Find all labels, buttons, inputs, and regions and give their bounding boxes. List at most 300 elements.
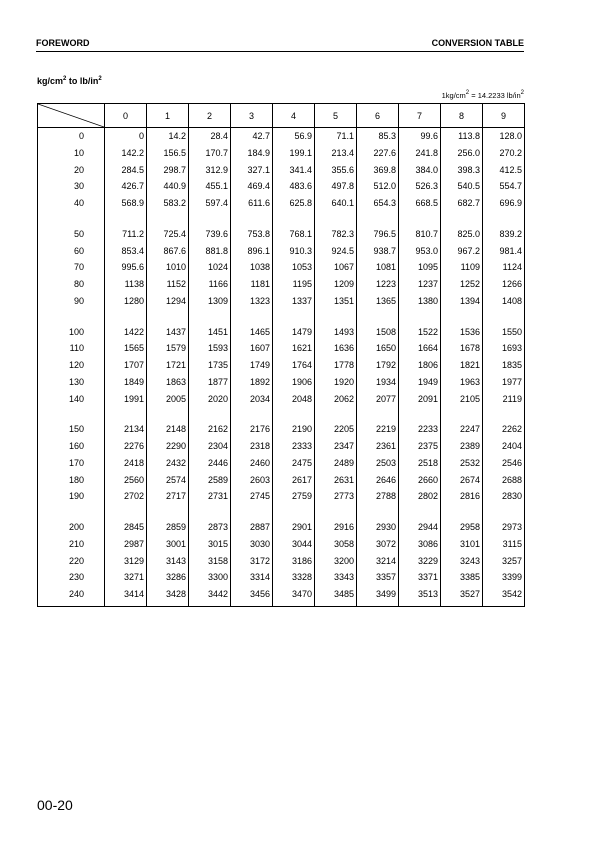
value-cell: 512.0 <box>357 178 399 195</box>
value-cell: 3286 <box>147 569 189 586</box>
spacer-cell <box>357 310 399 324</box>
diagonal-line <box>38 104 104 127</box>
value-cell: 3414 <box>105 586 147 607</box>
table-row <box>38 536 525 553</box>
value-cell: 2062 <box>315 391 357 408</box>
value-cell: 2745 <box>231 488 273 505</box>
value-cell: 1351 <box>315 293 357 310</box>
value-cell: 99.6 <box>399 128 441 145</box>
value-cell: 1963 <box>441 374 483 391</box>
value-cell: 2518 <box>399 455 441 472</box>
value-cell: 2688 <box>483 472 525 489</box>
value-cell: 654.3 <box>357 195 399 212</box>
spacer-cell <box>38 407 105 421</box>
value-cell: 526.3 <box>399 178 441 195</box>
value-cell: 227.6 <box>357 145 399 162</box>
row-label: 150 <box>68 424 84 435</box>
value-cell: 384.0 <box>399 162 441 179</box>
spacer-cell <box>315 505 357 519</box>
section-title: FOREWORD <box>36 38 90 48</box>
value-cell: 2773 <box>315 488 357 505</box>
value-cell: 3428 <box>147 586 189 607</box>
row-label: 50 <box>73 228 84 239</box>
column-header: 1 <box>147 104 189 128</box>
column-header: 5 <box>315 104 357 128</box>
value-cell: 1735 <box>189 357 231 374</box>
value-cell: 1707 <box>105 357 147 374</box>
value-cell: 3001 <box>147 536 189 553</box>
row-label: 180 <box>68 474 84 485</box>
value-cell: 3200 <box>315 553 357 570</box>
value-cell: 3143 <box>147 553 189 570</box>
table-body <box>38 128 525 607</box>
value-cell: 597.4 <box>189 195 231 212</box>
row-label: 140 <box>68 393 84 404</box>
row-label: 100 <box>68 326 84 337</box>
value-cell: 2290 <box>147 438 189 455</box>
column-header: 8 <box>441 104 483 128</box>
value-cell: 3485 <box>315 586 357 607</box>
value-cell: 2845 <box>105 519 147 536</box>
table-row <box>38 586 525 607</box>
value-cell: 2361 <box>357 438 399 455</box>
value-cell: 1166 <box>189 276 231 293</box>
value-cell: 3101 <box>441 536 483 553</box>
value-cell: 2134 <box>105 421 147 438</box>
value-cell: 753.8 <box>231 226 273 243</box>
row-label: 120 <box>68 360 84 370</box>
value-cell: 3186 <box>273 553 315 570</box>
value-cell: 1124 <box>483 259 525 276</box>
value-cell: 2987 <box>105 536 147 553</box>
column-header: 2 <box>189 104 231 128</box>
value-cell: 3229 <box>399 553 441 570</box>
factor-left: 1kg/cm <box>441 91 466 100</box>
value-cell: 2048 <box>273 391 315 408</box>
value-cell: 1892 <box>231 374 273 391</box>
value-cell: 3314 <box>231 569 273 586</box>
value-cell: 113.8 <box>441 128 483 145</box>
value-cell: 398.3 <box>441 162 483 179</box>
spacer-cell <box>273 310 315 324</box>
value-cell: 682.7 <box>441 195 483 212</box>
value-cell: 2148 <box>147 421 189 438</box>
spacer-cell <box>231 310 273 324</box>
value-cell: 1437 <box>147 324 189 341</box>
value-cell: 2190 <box>273 421 315 438</box>
value-cell: 2005 <box>147 391 189 408</box>
row-label-cell <box>38 519 105 536</box>
value-cell: 611.6 <box>231 195 273 212</box>
spacer-cell <box>38 310 105 324</box>
row-label-cell <box>38 145 105 162</box>
column-header: 9 <box>483 104 525 128</box>
value-cell: 1835 <box>483 357 525 374</box>
table-row <box>38 195 525 212</box>
value-cell: 568.9 <box>105 195 147 212</box>
value-cell: 170.7 <box>189 145 231 162</box>
value-cell: 2958 <box>441 519 483 536</box>
value-cell: 2617 <box>273 472 315 489</box>
value-cell: 3058 <box>315 536 357 553</box>
value-cell: 853.4 <box>105 243 147 260</box>
value-cell: 725.4 <box>147 226 189 243</box>
row-label-cell <box>38 569 105 586</box>
value-cell: 1465 <box>231 324 273 341</box>
value-cell: 440.9 <box>147 178 189 195</box>
value-cell: 2503 <box>357 455 399 472</box>
value-cell: 3030 <box>231 536 273 553</box>
value-cell: 2560 <box>105 472 147 489</box>
value-cell: 256.0 <box>441 145 483 162</box>
value-cell: 896.1 <box>231 243 273 260</box>
table-row <box>38 243 525 260</box>
group-spacer <box>38 505 525 519</box>
spacer-cell <box>273 505 315 519</box>
value-cell: 3385 <box>441 569 483 586</box>
value-cell: 483.6 <box>273 178 315 195</box>
value-cell: 2759 <box>273 488 315 505</box>
value-cell: 3015 <box>189 536 231 553</box>
spacer-cell <box>483 505 525 519</box>
value-cell: 355.6 <box>315 162 357 179</box>
spacer-cell <box>441 407 483 421</box>
table-row <box>38 162 525 179</box>
value-cell: 1721 <box>147 357 189 374</box>
value-cell: 2603 <box>231 472 273 489</box>
value-cell: 3115 <box>483 536 525 553</box>
value-cell: 2674 <box>441 472 483 489</box>
spacer-cell <box>357 212 399 226</box>
table-row <box>38 357 525 374</box>
title-unit-from: kg/cm <box>37 76 64 86</box>
value-cell: 2418 <box>105 455 147 472</box>
value-cell: 2034 <box>231 391 273 408</box>
value-cell: 1266 <box>483 276 525 293</box>
value-cell: 1067 <box>315 259 357 276</box>
value-cell: 1380 <box>399 293 441 310</box>
row-label: 130 <box>68 376 84 387</box>
row-label: 0 <box>78 131 84 141</box>
value-cell: 1607 <box>231 340 273 357</box>
value-cell: 1778 <box>315 357 357 374</box>
spacer-cell <box>105 310 147 324</box>
row-label-cell <box>38 438 105 455</box>
value-cell: 3086 <box>399 536 441 553</box>
table-row <box>38 276 525 293</box>
value-cell: 2475 <box>273 455 315 472</box>
row-label-cell <box>38 391 105 408</box>
value-cell: 2702 <box>105 488 147 505</box>
value-cell: 3072 <box>357 536 399 553</box>
page-header <box>36 38 524 52</box>
spacer-cell <box>189 212 231 226</box>
value-cell: 2589 <box>189 472 231 489</box>
value-cell: 2404 <box>483 438 525 455</box>
row-label-cell <box>38 243 105 260</box>
table-row <box>38 178 525 195</box>
row-label-cell <box>38 195 105 212</box>
value-cell: 839.2 <box>483 226 525 243</box>
value-cell: 2859 <box>147 519 189 536</box>
spacer-cell <box>315 407 357 421</box>
value-cell: 1877 <box>189 374 231 391</box>
value-cell: 42.7 <box>231 128 273 145</box>
value-cell: 924.5 <box>315 243 357 260</box>
value-cell: 3158 <box>189 553 231 570</box>
value-cell: 2788 <box>357 488 399 505</box>
column-header: 6 <box>357 104 399 128</box>
spacer-cell <box>273 407 315 421</box>
row-label-cell <box>38 226 105 243</box>
value-cell: 881.8 <box>189 243 231 260</box>
value-cell: 412.5 <box>483 162 525 179</box>
value-cell: 1522 <box>399 324 441 341</box>
group-spacer <box>38 310 525 324</box>
value-cell: 1764 <box>273 357 315 374</box>
value-cell: 825.0 <box>441 226 483 243</box>
value-cell: 2916 <box>315 519 357 536</box>
value-cell: 2176 <box>231 421 273 438</box>
spacer-cell <box>147 212 189 226</box>
spacer-cell <box>147 407 189 421</box>
row-label: 110 <box>69 343 84 354</box>
row-label-cell <box>38 421 105 438</box>
value-cell: 2233 <box>399 421 441 438</box>
table-row <box>38 472 525 489</box>
value-cell: 3399 <box>483 569 525 586</box>
spacer-cell <box>441 505 483 519</box>
row-label-cell <box>38 293 105 310</box>
value-cell: 298.7 <box>147 162 189 179</box>
row-label-cell <box>38 586 105 607</box>
value-cell: 426.7 <box>105 178 147 195</box>
spacer-cell <box>441 212 483 226</box>
value-cell: 3271 <box>105 569 147 586</box>
value-cell: 1934 <box>357 374 399 391</box>
value-cell: 14.2 <box>147 128 189 145</box>
value-cell: 2631 <box>315 472 357 489</box>
value-cell: 3513 <box>399 586 441 607</box>
value-cell: 241.8 <box>399 145 441 162</box>
value-cell: 1977 <box>483 374 525 391</box>
value-cell: 2119 <box>483 391 525 408</box>
table-row <box>38 145 525 162</box>
value-cell: 3371 <box>399 569 441 586</box>
value-cell: 2830 <box>483 488 525 505</box>
value-cell: 1237 <box>399 276 441 293</box>
spacer-cell <box>147 505 189 519</box>
value-cell: 2304 <box>189 438 231 455</box>
value-cell: 1650 <box>357 340 399 357</box>
value-cell: 554.7 <box>483 178 525 195</box>
value-cell: 3542 <box>483 586 525 607</box>
row-label: 200 <box>68 522 84 532</box>
value-cell: 3243 <box>441 553 483 570</box>
value-cell: 3357 <box>357 569 399 586</box>
corner-cell <box>38 104 105 128</box>
value-cell: 1038 <box>231 259 273 276</box>
row-label: 90 <box>73 295 84 306</box>
row-label: 60 <box>73 245 84 256</box>
value-cell: 184.9 <box>231 145 273 162</box>
value-cell: 2389 <box>441 438 483 455</box>
value-cell: 469.4 <box>231 178 273 195</box>
spacer-cell <box>399 212 441 226</box>
value-cell: 3499 <box>357 586 399 607</box>
value-cell: 3442 <box>189 586 231 607</box>
value-cell: 953.0 <box>399 243 441 260</box>
value-cell: 1806 <box>399 357 441 374</box>
value-cell: 199.1 <box>273 145 315 162</box>
table-row <box>38 293 525 310</box>
row-label-cell <box>38 357 105 374</box>
conversion-factor <box>442 91 524 100</box>
row-label-cell <box>38 276 105 293</box>
value-cell: 1579 <box>147 340 189 357</box>
title-superscript-1: 2 <box>63 76 67 82</box>
value-cell: 1493 <box>315 324 357 341</box>
value-cell: 1408 <box>483 293 525 310</box>
value-cell: 3257 <box>483 553 525 570</box>
table-row <box>38 421 525 438</box>
value-cell: 2489 <box>315 455 357 472</box>
title-superscript-2: 2 <box>98 76 102 82</box>
value-cell: 0 <box>105 128 147 145</box>
value-cell: 2276 <box>105 438 147 455</box>
value-cell: 867.6 <box>147 243 189 260</box>
value-cell: 1323 <box>231 293 273 310</box>
spacer-cell <box>189 407 231 421</box>
spacer-cell <box>315 212 357 226</box>
value-cell: 1138 <box>105 276 147 293</box>
value-cell: 2574 <box>147 472 189 489</box>
row-label: 220 <box>68 555 84 566</box>
value-cell: 1024 <box>189 259 231 276</box>
value-cell: 2105 <box>441 391 483 408</box>
value-cell: 1863 <box>147 374 189 391</box>
spacer-cell <box>38 212 105 226</box>
value-cell: 3328 <box>273 569 315 586</box>
table-title <box>37 76 102 86</box>
value-cell: 1479 <box>273 324 315 341</box>
table-row <box>38 128 525 145</box>
value-cell: 455.1 <box>189 178 231 195</box>
row-label-cell <box>38 340 105 357</box>
group-spacer <box>38 212 525 226</box>
value-cell: 1010 <box>147 259 189 276</box>
value-cell: 1749 <box>231 357 273 374</box>
value-cell: 1109 <box>441 259 483 276</box>
row-label-cell <box>38 488 105 505</box>
value-cell: 768.1 <box>273 226 315 243</box>
spacer-cell <box>231 407 273 421</box>
row-label-cell <box>38 259 105 276</box>
row-label-cell <box>38 128 105 145</box>
value-cell: 1451 <box>189 324 231 341</box>
value-cell: 2247 <box>441 421 483 438</box>
value-cell: 1223 <box>357 276 399 293</box>
value-cell: 1252 <box>441 276 483 293</box>
value-cell: 1593 <box>189 340 231 357</box>
value-cell: 2802 <box>399 488 441 505</box>
title-unit-to: to lb/in <box>66 76 99 86</box>
value-cell: 369.8 <box>357 162 399 179</box>
spacer-cell <box>315 310 357 324</box>
value-cell: 2219 <box>357 421 399 438</box>
value-cell: 1906 <box>273 374 315 391</box>
value-cell: 1095 <box>399 259 441 276</box>
row-label: 10 <box>73 147 84 158</box>
value-cell: 2731 <box>189 488 231 505</box>
row-label-cell <box>38 324 105 341</box>
value-cell: 71.1 <box>315 128 357 145</box>
table-row <box>38 569 525 586</box>
value-cell: 910.3 <box>273 243 315 260</box>
spacer-cell <box>105 407 147 421</box>
value-cell: 2930 <box>357 519 399 536</box>
row-label: 210 <box>68 538 84 549</box>
row-label: 20 <box>73 164 84 175</box>
value-cell: 1209 <box>315 276 357 293</box>
value-cell: 2020 <box>189 391 231 408</box>
value-cell: 2944 <box>399 519 441 536</box>
value-cell: 1621 <box>273 340 315 357</box>
spacer-cell <box>38 505 105 519</box>
column-header: 4 <box>273 104 315 128</box>
value-cell: 1920 <box>315 374 357 391</box>
value-cell: 312.9 <box>189 162 231 179</box>
value-cell: 2375 <box>399 438 441 455</box>
spacer-cell <box>399 310 441 324</box>
value-cell: 625.8 <box>273 195 315 212</box>
row-label: 160 <box>68 441 84 451</box>
row-label-cell <box>38 472 105 489</box>
value-cell: 2532 <box>441 455 483 472</box>
table-row <box>38 438 525 455</box>
spacer-cell <box>357 407 399 421</box>
value-cell: 128.0 <box>483 128 525 145</box>
factor-right: = 14.2233 lb/in <box>469 91 521 100</box>
value-cell: 1849 <box>105 374 147 391</box>
page-number: 00-20 <box>37 797 73 813</box>
value-cell: 142.2 <box>105 145 147 162</box>
value-cell: 1550 <box>483 324 525 341</box>
value-cell: 1636 <box>315 340 357 357</box>
value-cell: 2460 <box>231 455 273 472</box>
column-header: 3 <box>231 104 273 128</box>
value-cell: 2646 <box>357 472 399 489</box>
value-cell: 583.2 <box>147 195 189 212</box>
value-cell: 2546 <box>483 455 525 472</box>
value-cell: 1309 <box>189 293 231 310</box>
value-cell: 2077 <box>357 391 399 408</box>
value-cell: 3044 <box>273 536 315 553</box>
spacer-cell <box>357 505 399 519</box>
value-cell: 1152 <box>147 276 189 293</box>
row-label-cell <box>38 455 105 472</box>
spacer-cell <box>399 407 441 421</box>
value-cell: 3172 <box>231 553 273 570</box>
value-cell: 2901 <box>273 519 315 536</box>
spacer-cell <box>147 310 189 324</box>
row-label: 70 <box>73 262 84 273</box>
value-cell: 2432 <box>147 455 189 472</box>
spacer-cell <box>189 505 231 519</box>
value-cell: 739.6 <box>189 226 231 243</box>
spacer-cell <box>273 212 315 226</box>
spacer-cell <box>231 212 273 226</box>
